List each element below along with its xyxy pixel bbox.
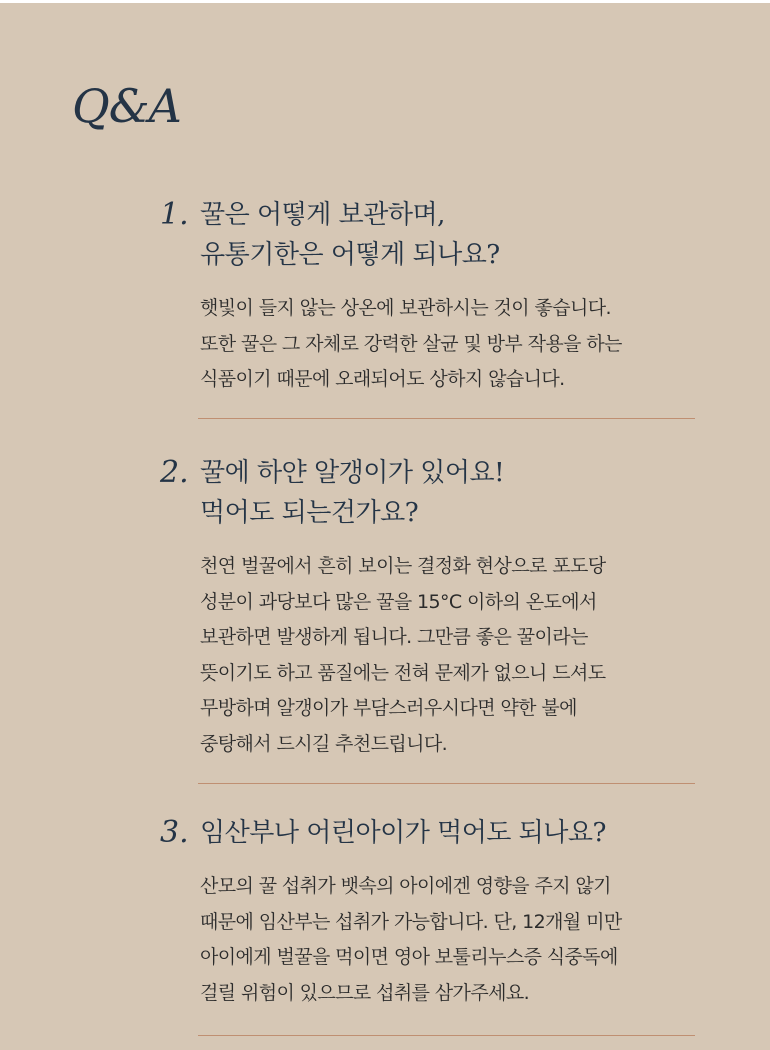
question-text: 꿀은 어떻게 보관하며, 유통기한은 어떻게 되나요? (200, 200, 500, 270)
qa-item-2 (160, 453, 700, 762)
question-number: 1. (160, 197, 189, 232)
question-row (160, 813, 700, 853)
question-text: 임산부나 어린아이가 먹어도 되나요? (200, 818, 606, 848)
question-number: 2. (160, 455, 189, 490)
qa-section (0, 3, 770, 1050)
divider (198, 783, 695, 784)
divider (198, 1035, 695, 1036)
divider (198, 418, 695, 419)
answer-text: 산모의 꿀 섭취가 뱃속의 아이에겐 영향을 주지 않기 때문에 임산부는 섭취가 가능합니다. 단, 12개월 미만 아이에게 벌꿀을 먹이면 영아 보툴리누스증 식중독에 걸릴 위험이 있으므로 섭취를 삼가주세요. (200, 875, 622, 1004)
qa-item-1 (160, 195, 700, 398)
question-row (160, 453, 700, 533)
question-row (160, 195, 700, 275)
qa-item-3 (160, 813, 700, 1011)
question-text: 꿀에 하얀 알갱이가 있어요! 먹어도 되는건가요? (200, 458, 505, 528)
question-number: 3. (160, 815, 189, 850)
answer-text: 천연 벌꿀에서 흔히 보이는 결정화 현상으로 포도당 성분이 과당보다 많은 꿀을 15°C 이하의 온도에서 보관하면 발생하게 됩니다. 그만큼 좋은 꿀이라는 뜻이기도 하고 품질에는 전혀 문제가 없으니 드셔도 무방하며 알갱이가 부담스러우시다면 약한 불에 중탕해서 드시길 추천드립니다. (200, 555, 606, 755)
page-title: Q&A (72, 79, 181, 133)
answer-text: 햇빛이 들지 않는 상온에 보관하시는 것이 좋습니다. 또한 꿀은 그 자체로 강력한 살균 및 방부 작용을 하는 식품이기 때문에 오래되어도 상하지 않습니다. (200, 297, 622, 390)
